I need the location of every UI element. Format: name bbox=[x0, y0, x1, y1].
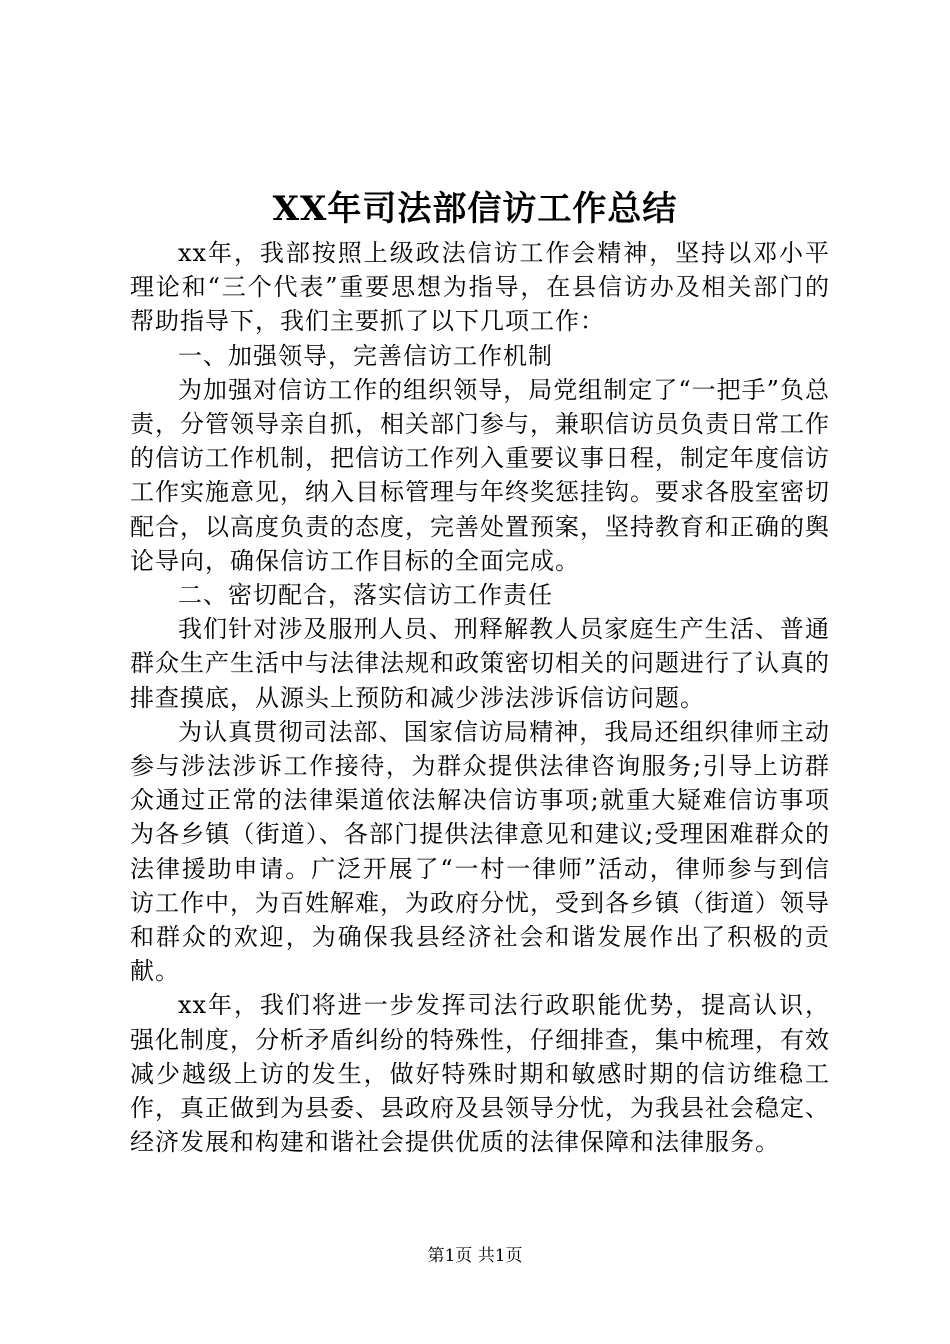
document-body bbox=[130, 236, 830, 1159]
section-2-paragraph-2: 为认真贯彻司法部、国家信访局精神，我局还组织律师主动参与涉法涉诉工作接待，为群众提供法律咨询服务;引导上访群众通过正常的法律渠道依法解决信访事项;就重大疑难信访事项为各乡镇（街道）、各部门提供法律意见和建议;受理困难群众的法律援助申请。广泛开展了“一村一律师”活动，律师参与到信访工作中，为百姓解难，为政府分忧，受到各乡镇（街道）领导和群众的欢迎，为确保我县经济社会和谐发展作出了积极的贡献。 bbox=[130, 717, 830, 986]
conclusion-paragraph: xx年，我们将进一步发挥司法行政职能优势，提高认识，强化制度，分析矛盾纠纷的特殊性，仔细排查，集中梳理，有效减少越级上访的发生，做好特殊时期和敏感时期的信访维稳工作，真正做到为县委、县政府及县领导分忧，为我县社会稳定、经济发展和构建和谐社会提供优质的法律保障和法律服务。 bbox=[130, 991, 830, 1157]
section-heading-2: 二、密切配合，落实信访工作责任 bbox=[178, 581, 553, 610]
section-1-paragraph: 为加强对信访工作的组织领导，局党组制定了“一把手”负总责，分管领导亲自抓，相关部门参与，兼职信访员负责日常工作的信访工作机制，把信访工作列入重要议事日程，制定年度信访工作实施意见，纳入目标管理与年终奖惩挂钩。要求各股室密切配合，以高度负责的态度，完善处置预案，坚持教育和正确的舆论导向，确保信访工作目标的全面完成。 bbox=[130, 375, 830, 575]
document-title: XX年司法部信访工作总结 bbox=[272, 189, 678, 229]
section-2-paragraph-1: 我们针对涉及服刑人员、刑释解教人员家庭生产生活、普通群众生产生活中与法律法规和政策密切相关的问题进行了认真的排查摸底，从源头上预防和减少涉法涉诉信访问题。 bbox=[130, 615, 830, 712]
section-heading-1: 一、加强领导，完善信访工作机制 bbox=[178, 341, 553, 370]
page-footer: 第1页 共1页 bbox=[427, 1246, 523, 1266]
intro-paragraph: xx年，我部按照上级政法信访工作会精神，坚持以邓小平理论和“三个代表”重要思想为指导，在县信访办及相关部门的帮助指导下，我们主要抓了以下几项工作： bbox=[130, 239, 830, 336]
